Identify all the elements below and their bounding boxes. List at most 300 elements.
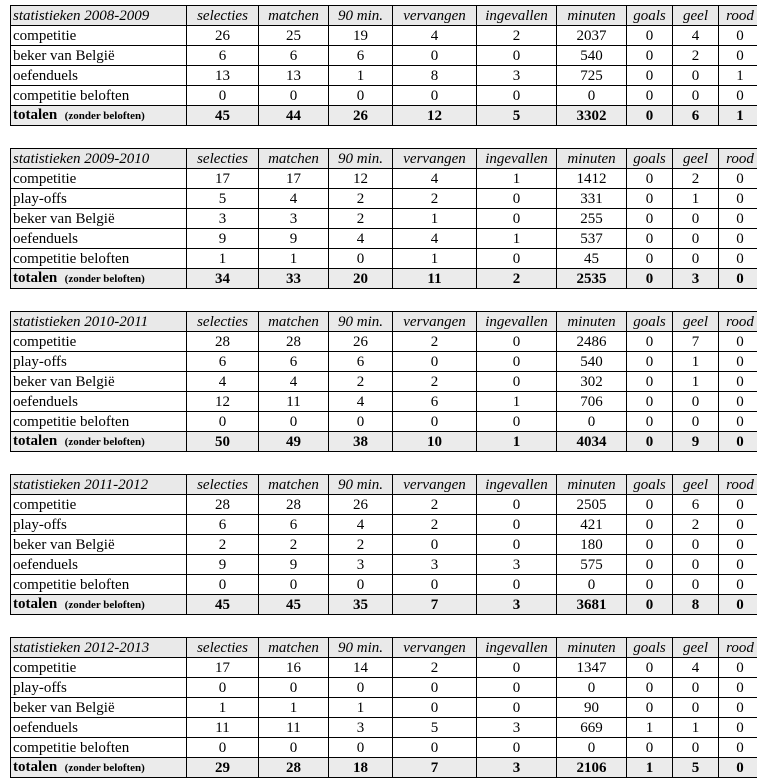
total-cell: 7 xyxy=(393,758,477,778)
table-cell: 4 xyxy=(673,26,719,46)
table-cell: 9 xyxy=(259,555,329,575)
row-label: competitie beloften xyxy=(11,86,187,106)
table-row xyxy=(11,46,757,66)
table-cell: 540 xyxy=(557,352,627,372)
totals-label-cell xyxy=(11,269,187,289)
table-cell: 0 xyxy=(627,658,673,678)
table-row xyxy=(11,189,757,209)
row-label: beker van België xyxy=(11,698,187,718)
totals-label: totalen xyxy=(13,433,57,449)
table-cell: 90 xyxy=(557,698,627,718)
row-label: beker van België xyxy=(11,372,187,392)
table-cell: 1 xyxy=(673,718,719,738)
column-header: 90 min. xyxy=(329,312,393,332)
table-cell: 1 xyxy=(477,229,557,249)
table-cell: 0 xyxy=(393,412,477,432)
table-cell: 6 xyxy=(329,46,393,66)
table-cell: 12 xyxy=(187,392,259,412)
total-cell: 1 xyxy=(627,758,673,778)
table-cell: 0 xyxy=(719,352,757,372)
table-cell: 0 xyxy=(329,678,393,698)
table-cell: 8 xyxy=(393,66,477,86)
column-header: vervangen xyxy=(393,638,477,658)
table-cell: 12 xyxy=(329,169,393,189)
table-cell: 26 xyxy=(187,26,259,46)
total-cell: 12 xyxy=(393,106,477,126)
totals-note: (zonder beloften) xyxy=(65,273,145,285)
season-title: statistieken 2008-2009 xyxy=(11,6,187,26)
table-cell: 0 xyxy=(627,209,673,229)
table-cell: 0 xyxy=(557,575,627,595)
row-label: oefenduels xyxy=(11,66,187,86)
table-cell: 0 xyxy=(477,249,557,269)
table-cell: 0 xyxy=(477,495,557,515)
column-header: matchen xyxy=(259,312,329,332)
table-cell: 0 xyxy=(393,535,477,555)
column-header: rood xyxy=(719,149,757,169)
table-cell: 17 xyxy=(259,169,329,189)
table-cell: 3 xyxy=(477,718,557,738)
totals-label: totalen xyxy=(13,596,57,612)
table-cell: 0 xyxy=(627,229,673,249)
column-header: goals xyxy=(627,638,673,658)
table-cell: 2 xyxy=(673,46,719,66)
table-cell: 4 xyxy=(329,515,393,535)
table-cell: 0 xyxy=(557,86,627,106)
table-cell: 11 xyxy=(259,392,329,412)
table-cell: 0 xyxy=(719,555,757,575)
row-label: competitie xyxy=(11,169,187,189)
table-row xyxy=(11,515,757,535)
column-header: goals xyxy=(627,475,673,495)
table-cell: 2 xyxy=(393,515,477,535)
table-row xyxy=(11,332,757,352)
table-cell: 0 xyxy=(627,738,673,758)
table-cell: 0 xyxy=(557,738,627,758)
table-cell: 0 xyxy=(627,412,673,432)
table-cell: 4 xyxy=(329,392,393,412)
table-cell: 0 xyxy=(673,209,719,229)
column-header: 90 min. xyxy=(329,475,393,495)
table-cell: 0 xyxy=(393,86,477,106)
table-cell: 2 xyxy=(673,515,719,535)
column-header: rood xyxy=(719,638,757,658)
totals-note: (zonder beloften) xyxy=(65,762,145,774)
table-cell: 0 xyxy=(187,678,259,698)
column-header: selecties xyxy=(187,149,259,169)
table-cell: 0 xyxy=(673,412,719,432)
row-label: play-offs xyxy=(11,189,187,209)
table-cell: 0 xyxy=(477,575,557,595)
total-cell: 3302 xyxy=(557,106,627,126)
total-cell: 28 xyxy=(259,758,329,778)
total-cell: 33 xyxy=(259,269,329,289)
table-cell: 0 xyxy=(627,249,673,269)
header-row xyxy=(11,638,757,658)
season-stats-table xyxy=(10,637,757,778)
table-cell: 0 xyxy=(627,66,673,86)
table-cell: 0 xyxy=(477,678,557,698)
table-cell: 9 xyxy=(259,229,329,249)
section-spacer xyxy=(10,126,751,148)
total-cell: 2106 xyxy=(557,758,627,778)
totals-label-cell xyxy=(11,595,187,615)
table-cell: 0 xyxy=(477,738,557,758)
column-header: ingevallen xyxy=(477,638,557,658)
table-cell: 0 xyxy=(627,352,673,372)
table-cell: 0 xyxy=(329,249,393,269)
total-cell: 1 xyxy=(477,432,557,452)
season-title: statistieken 2012-2013 xyxy=(11,638,187,658)
table-cell: 26 xyxy=(329,332,393,352)
column-header: geel xyxy=(673,638,719,658)
table-cell: 0 xyxy=(627,575,673,595)
row-label: competitie xyxy=(11,658,187,678)
table-cell: 0 xyxy=(477,352,557,372)
table-cell: 0 xyxy=(627,169,673,189)
table-cell: 0 xyxy=(673,392,719,412)
total-cell: 0 xyxy=(627,595,673,615)
table-cell: 0 xyxy=(673,66,719,86)
table-cell: 4 xyxy=(393,26,477,46)
season-title: statistieken 2010-2011 xyxy=(11,312,187,332)
total-cell: 0 xyxy=(719,269,757,289)
table-cell: 1347 xyxy=(557,658,627,678)
column-header: 90 min. xyxy=(329,149,393,169)
table-cell: 17 xyxy=(187,169,259,189)
totals-label: totalen xyxy=(13,107,57,123)
table-row xyxy=(11,495,757,515)
table-cell: 1 xyxy=(187,698,259,718)
table-cell: 13 xyxy=(259,66,329,86)
header-row xyxy=(11,6,757,26)
row-label: competitie beloften xyxy=(11,738,187,758)
table-cell: 2 xyxy=(187,535,259,555)
column-header: 90 min. xyxy=(329,6,393,26)
total-cell: 35 xyxy=(329,595,393,615)
total-cell: 9 xyxy=(673,432,719,452)
table-cell: 0 xyxy=(557,412,627,432)
total-cell: 45 xyxy=(259,595,329,615)
season-title: statistieken 2011-2012 xyxy=(11,475,187,495)
table-cell: 0 xyxy=(393,352,477,372)
table-cell: 0 xyxy=(477,372,557,392)
table-cell: 0 xyxy=(557,678,627,698)
table-cell: 6 xyxy=(187,46,259,66)
column-header: selecties xyxy=(187,475,259,495)
table-cell: 0 xyxy=(719,46,757,66)
total-cell: 6 xyxy=(673,106,719,126)
table-cell: 0 xyxy=(477,209,557,229)
table-cell: 1 xyxy=(393,249,477,269)
total-cell: 1 xyxy=(719,106,757,126)
totals-note: (zonder beloften) xyxy=(65,599,145,611)
totals-row xyxy=(11,595,757,615)
table-cell: 28 xyxy=(187,332,259,352)
table-cell: 0 xyxy=(329,412,393,432)
table-cell: 0 xyxy=(719,372,757,392)
row-label: competitie beloften xyxy=(11,412,187,432)
total-cell: 0 xyxy=(627,269,673,289)
row-label: beker van België xyxy=(11,209,187,229)
total-cell: 50 xyxy=(187,432,259,452)
table-cell: 0 xyxy=(329,575,393,595)
table-cell: 0 xyxy=(187,86,259,106)
table-cell: 2037 xyxy=(557,26,627,46)
table-cell: 0 xyxy=(673,229,719,249)
table-cell: 0 xyxy=(259,575,329,595)
column-header: geel xyxy=(673,149,719,169)
table-row xyxy=(11,575,757,595)
table-cell: 6 xyxy=(259,46,329,66)
table-cell: 0 xyxy=(627,698,673,718)
table-cell: 0 xyxy=(477,412,557,432)
table-row xyxy=(11,229,757,249)
column-header: ingevallen xyxy=(477,149,557,169)
totals-label: totalen xyxy=(13,759,57,775)
table-cell: 1 xyxy=(329,698,393,718)
table-cell: 0 xyxy=(627,189,673,209)
column-header: ingevallen xyxy=(477,475,557,495)
total-cell: 0 xyxy=(627,432,673,452)
table-cell: 7 xyxy=(673,332,719,352)
table-cell: 9 xyxy=(187,555,259,575)
total-cell: 7 xyxy=(393,595,477,615)
table-cell: 1 xyxy=(719,66,757,86)
table-cell: 0 xyxy=(719,332,757,352)
table-cell: 0 xyxy=(627,678,673,698)
table-cell: 0 xyxy=(259,86,329,106)
totals-row xyxy=(11,432,757,452)
table-cell: 0 xyxy=(393,698,477,718)
table-cell: 1 xyxy=(627,718,673,738)
table-cell: 2 xyxy=(329,535,393,555)
column-header: rood xyxy=(719,312,757,332)
table-row xyxy=(11,738,757,758)
column-header: minuten xyxy=(557,149,627,169)
column-header: ingevallen xyxy=(477,6,557,26)
table-cell: 28 xyxy=(259,495,329,515)
table-cell: 0 xyxy=(627,535,673,555)
table-cell: 0 xyxy=(719,412,757,432)
table-cell: 0 xyxy=(719,249,757,269)
table-cell: 0 xyxy=(627,555,673,575)
total-cell: 29 xyxy=(187,758,259,778)
table-cell: 0 xyxy=(393,678,477,698)
column-header: geel xyxy=(673,6,719,26)
table-cell: 2 xyxy=(329,209,393,229)
total-cell: 11 xyxy=(393,269,477,289)
table-cell: 0 xyxy=(187,738,259,758)
table-cell: 0 xyxy=(627,26,673,46)
total-cell: 18 xyxy=(329,758,393,778)
total-cell: 8 xyxy=(673,595,719,615)
total-cell: 3 xyxy=(477,595,557,615)
totals-note: (zonder beloften) xyxy=(65,436,145,448)
table-cell: 5 xyxy=(393,718,477,738)
section-spacer xyxy=(10,452,751,474)
table-row xyxy=(11,372,757,392)
table-cell: 669 xyxy=(557,718,627,738)
column-header: selecties xyxy=(187,6,259,26)
table-cell: 2 xyxy=(329,372,393,392)
table-cell: 0 xyxy=(477,535,557,555)
table-cell: 2 xyxy=(393,372,477,392)
table-cell: 45 xyxy=(557,249,627,269)
table-cell: 0 xyxy=(329,86,393,106)
table-cell: 0 xyxy=(719,698,757,718)
table-cell: 4 xyxy=(259,189,329,209)
season-stats-table xyxy=(10,311,757,452)
table-cell: 3 xyxy=(329,718,393,738)
table-cell: 6 xyxy=(259,515,329,535)
total-cell: 3 xyxy=(673,269,719,289)
table-cell: 2 xyxy=(259,535,329,555)
table-cell: 0 xyxy=(719,495,757,515)
column-header: vervangen xyxy=(393,6,477,26)
row-label: competitie xyxy=(11,26,187,46)
column-header: goals xyxy=(627,149,673,169)
table-cell: 3 xyxy=(393,555,477,575)
table-cell: 6 xyxy=(259,352,329,372)
column-header: selecties xyxy=(187,638,259,658)
total-cell: 49 xyxy=(259,432,329,452)
table-cell: 0 xyxy=(673,678,719,698)
table-row xyxy=(11,169,757,189)
table-cell: 0 xyxy=(719,169,757,189)
table-cell: 0 xyxy=(719,575,757,595)
table-cell: 0 xyxy=(259,678,329,698)
totals-row xyxy=(11,269,757,289)
table-cell: 26 xyxy=(329,495,393,515)
table-cell: 17 xyxy=(187,658,259,678)
column-header: vervangen xyxy=(393,475,477,495)
column-header: vervangen xyxy=(393,312,477,332)
table-cell: 0 xyxy=(719,392,757,412)
statistics-tables xyxy=(10,5,751,778)
table-cell: 1 xyxy=(393,209,477,229)
table-cell: 13 xyxy=(187,66,259,86)
table-cell: 421 xyxy=(557,515,627,535)
table-cell: 0 xyxy=(187,575,259,595)
totals-row xyxy=(11,106,757,126)
table-cell: 1412 xyxy=(557,169,627,189)
total-cell: 4034 xyxy=(557,432,627,452)
table-cell: 0 xyxy=(719,515,757,535)
column-header: 90 min. xyxy=(329,638,393,658)
table-cell: 1 xyxy=(259,698,329,718)
row-label: competitie xyxy=(11,495,187,515)
column-header: selecties xyxy=(187,312,259,332)
table-cell: 3 xyxy=(477,66,557,86)
total-cell: 44 xyxy=(259,106,329,126)
table-cell: 0 xyxy=(627,515,673,535)
table-cell: 11 xyxy=(259,718,329,738)
season-title: statistieken 2009-2010 xyxy=(11,149,187,169)
table-cell: 0 xyxy=(627,86,673,106)
row-label: beker van België xyxy=(11,46,187,66)
total-cell: 26 xyxy=(329,106,393,126)
header-row xyxy=(11,475,757,495)
column-header: vervangen xyxy=(393,149,477,169)
table-row xyxy=(11,66,757,86)
table-cell: 0 xyxy=(719,658,757,678)
table-cell: 2 xyxy=(393,658,477,678)
column-header: geel xyxy=(673,475,719,495)
table-cell: 706 xyxy=(557,392,627,412)
table-row xyxy=(11,86,757,106)
column-header: minuten xyxy=(557,475,627,495)
total-cell: 0 xyxy=(719,595,757,615)
column-header: minuten xyxy=(557,6,627,26)
total-cell: 3681 xyxy=(557,595,627,615)
table-cell: 0 xyxy=(477,46,557,66)
season-stats-table xyxy=(10,148,757,289)
table-cell: 0 xyxy=(627,495,673,515)
table-row xyxy=(11,658,757,678)
table-cell: 1 xyxy=(329,66,393,86)
table-cell: 0 xyxy=(627,46,673,66)
table-cell: 2 xyxy=(393,495,477,515)
table-cell: 2 xyxy=(673,169,719,189)
table-row xyxy=(11,352,757,372)
row-label: play-offs xyxy=(11,352,187,372)
table-cell: 0 xyxy=(719,189,757,209)
row-label: competitie xyxy=(11,332,187,352)
table-row xyxy=(11,555,757,575)
table-cell: 0 xyxy=(329,738,393,758)
table-row xyxy=(11,698,757,718)
total-cell: 38 xyxy=(329,432,393,452)
total-cell: 5 xyxy=(673,758,719,778)
section-spacer xyxy=(10,289,751,311)
total-cell: 45 xyxy=(187,595,259,615)
column-header: minuten xyxy=(557,312,627,332)
table-cell: 3 xyxy=(477,555,557,575)
table-cell: 19 xyxy=(329,26,393,46)
row-label: play-offs xyxy=(11,678,187,698)
table-cell: 725 xyxy=(557,66,627,86)
table-cell: 28 xyxy=(259,332,329,352)
column-header: geel xyxy=(673,312,719,332)
column-header: matchen xyxy=(259,638,329,658)
totals-label-cell xyxy=(11,432,187,452)
table-row xyxy=(11,209,757,229)
table-cell: 14 xyxy=(329,658,393,678)
table-cell: 16 xyxy=(259,658,329,678)
table-cell: 0 xyxy=(673,249,719,269)
table-cell: 2486 xyxy=(557,332,627,352)
total-cell: 5 xyxy=(477,106,557,126)
table-cell: 2 xyxy=(329,189,393,209)
column-header: rood xyxy=(719,6,757,26)
table-cell: 2 xyxy=(393,332,477,352)
row-label: beker van België xyxy=(11,535,187,555)
table-cell: 0 xyxy=(477,515,557,535)
table-cell: 0 xyxy=(259,412,329,432)
table-cell: 302 xyxy=(557,372,627,392)
table-cell: 0 xyxy=(719,718,757,738)
table-row xyxy=(11,412,757,432)
table-cell: 1 xyxy=(259,249,329,269)
row-label: competitie beloften xyxy=(11,249,187,269)
total-cell: 0 xyxy=(719,758,757,778)
column-header: matchen xyxy=(259,149,329,169)
table-cell: 4 xyxy=(259,372,329,392)
table-cell: 2505 xyxy=(557,495,627,515)
row-label: oefenduels xyxy=(11,392,187,412)
table-cell: 0 xyxy=(719,26,757,46)
